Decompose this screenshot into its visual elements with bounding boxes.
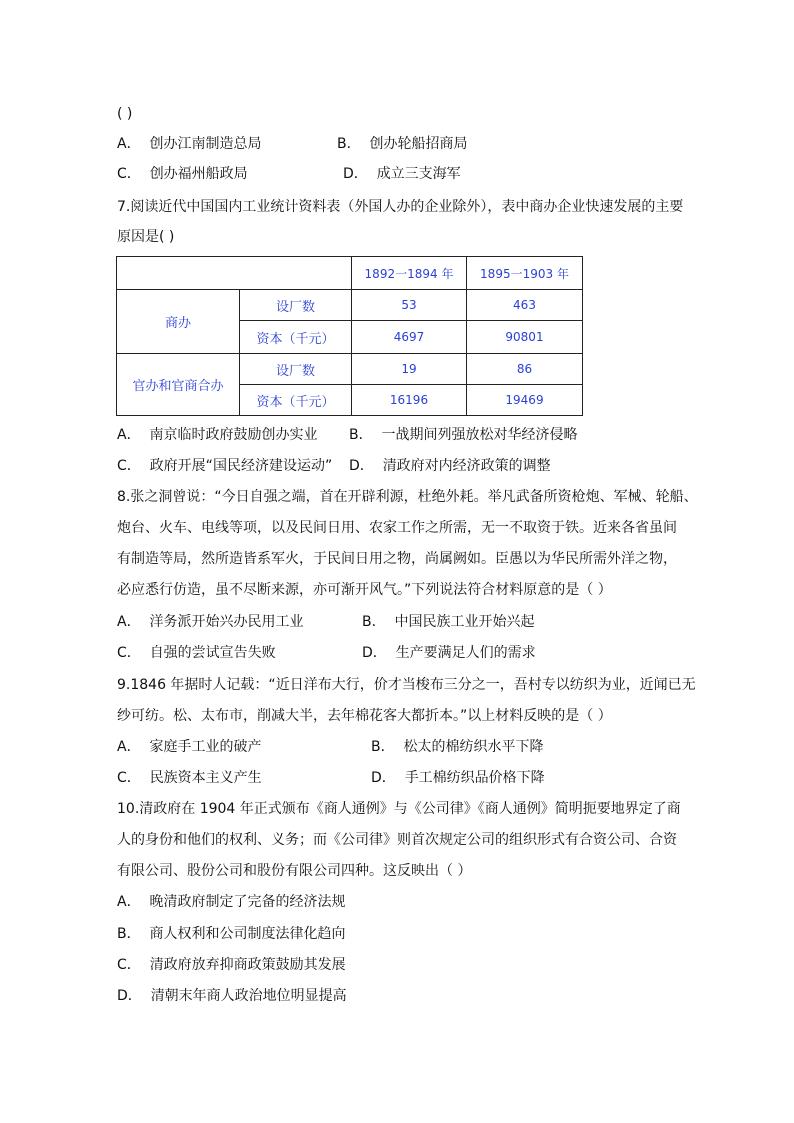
q9-option-d[interactable] [371,768,545,788]
table-row-label: 资本（千元） [240,321,352,354]
option-text: 政府开展“国民经济建设运动” [149,458,333,474]
option-letter: D． [343,166,368,182]
q10-option-b[interactable] [117,924,346,944]
option-letter: D． [349,458,374,474]
q9-option-a[interactable] [117,737,261,757]
q9-stem-line-2: 纱可纺。松、太布市，削减大半，去年棉花客大都折本。”以上材料反映的是（ ） [117,708,612,724]
table-group-private: 商办 [117,290,240,354]
option-letter: B． [117,926,141,942]
option-text: 晚清政府制定了完备的经济法规 [149,894,346,910]
q7-option-d[interactable] [349,456,551,476]
table-header-period-1: 1892一1894 年 [352,257,467,290]
q8-stem-line-4: 必应悉行仿造，虽不尽断来源，亦可渐开风气。”下列说法符合材料原意的是（ ） [117,582,612,598]
option-text: 创办福州船政局 [149,166,248,182]
q10-option-c[interactable] [117,955,346,975]
q7-option-c[interactable] [117,456,332,476]
option-letter: A． [117,427,141,443]
option-text: 松太的棉纺织水平下降 [403,739,544,755]
q6-option-b[interactable] [337,134,468,154]
option-letter: B． [362,614,386,630]
industry-statistics-table [116,256,583,416]
option-text: 成立三支海军 [376,166,461,182]
table-row-label: 设厂数 [240,354,352,385]
option-text: 手工棉纺织品价格下降 [404,770,545,786]
table-cell: 19 [352,354,467,385]
option-letter: D． [371,770,396,786]
table-row-label: 资本（千元） [240,385,352,416]
option-text: 民族资本主义产生 [149,770,262,786]
option-letter: C． [117,166,141,182]
option-text: 南京临时政府鼓励创办实业 [149,427,318,443]
q8-stem-line-2: 炮台、火车、电线等项，以及民间日用、农家工作之所需，无一不取资于铁。近来各省虽间 [117,520,677,536]
option-text: 一战期间列强放松对华经济侵略 [381,427,578,443]
q10-stem-line-2: 人的身份和他们的权利、义务；而《公司律》则首次规定公司的组织形式有合资公司、合资 [117,832,677,848]
q8-option-b[interactable] [362,612,535,632]
option-text: 清朝末年商人政治地位明显提高 [150,988,347,1004]
table-header-period-2: 1895一1903 年 [467,257,583,290]
option-letter: A． [117,894,141,910]
table-cell: 16196 [352,385,467,416]
option-letter: C． [117,957,141,973]
option-text: 商人权利和公司制度法律化趋向 [149,926,346,942]
option-text: 洋务派开始兴办民用工业 [149,614,304,630]
table-cell: 90801 [467,321,583,354]
q10-stem-line-3: 有限公司、股份公司和股份有限公司四种。这反映出（ ） [117,863,472,879]
option-text: 中国民族工业开始兴起 [394,614,535,630]
q9-stem-line-1: 9.1846 年据时人记载：“近日洋布大行，价才当梭布三分之一，吾村专以纺织为业，近闻已无 [117,677,696,693]
option-letter: B． [371,739,395,755]
q6-option-d[interactable] [343,164,461,184]
option-letter: C． [117,645,141,661]
q9-option-c[interactable] [117,768,262,788]
q8-option-a[interactable] [117,612,303,632]
q7-stem-line-2: 原因是( ) [117,229,175,245]
option-text: 创办江南制造总局 [149,136,262,152]
q6-stem-tail: ( ) [117,106,133,122]
option-text: 创办轮船招商局 [369,136,468,152]
option-text: 生产要满足人们的需求 [395,645,536,661]
q6-option-c[interactable] [117,164,248,184]
q7-option-b[interactable] [349,425,578,445]
q6-option-a[interactable] [117,134,261,154]
option-letter: B． [349,427,373,443]
option-letter: B． [337,136,361,152]
option-letter: A． [117,739,141,755]
q8-stem-line-3: 有制造等局，然所造皆系军火，于民间日用之物，尚属阙如。臣愚以为华民所需外洋之物， [117,551,677,567]
q8-stem-line-1: 8.张之洞曾说：“今日自强之端，首在开辟利源，杜绝外耗。举凡武备所资枪炮、军械、轮船、 [117,489,698,505]
option-text: 自强的尝试宣告失败 [149,645,276,661]
table-header-blank [117,257,352,290]
q10-option-d[interactable] [117,986,347,1006]
table-cell: 86 [467,354,583,385]
q10-stem-line-1: 10.清政府在 1904 年正式颁布《商人通例》与《公司律》《商人通例》简明扼要地界定了商 [117,801,681,817]
table-cell: 463 [467,290,583,321]
option-text: 家庭手工业的破产 [149,739,262,755]
q7-option-a[interactable] [117,425,317,445]
q7-stem-line-1: 7.阅读近代中国国内工业统计资料表（外国人办的企业除外），表中商办企业快速发展的主要 [117,199,684,215]
q10-option-a[interactable] [117,892,345,912]
q9-option-b[interactable] [371,737,544,757]
option-text: 清政府对内经济政策的调整 [382,458,551,474]
q8-option-d[interactable] [362,643,536,663]
option-letter: C． [117,458,141,474]
table-cell: 53 [352,290,467,321]
table-cell: 4697 [352,321,467,354]
option-text: 清政府放弃抑商政策鼓励其发展 [149,957,346,973]
table-row-label: 设厂数 [240,290,352,321]
option-letter: A． [117,136,141,152]
table-group-official: 官办和官商合办 [117,354,240,416]
q8-option-c[interactable] [117,643,276,663]
table-cell: 19469 [467,385,583,416]
option-letter: D． [117,988,142,1004]
option-letter: D． [362,645,387,661]
option-letter: A． [117,614,141,630]
option-letter: C． [117,770,141,786]
